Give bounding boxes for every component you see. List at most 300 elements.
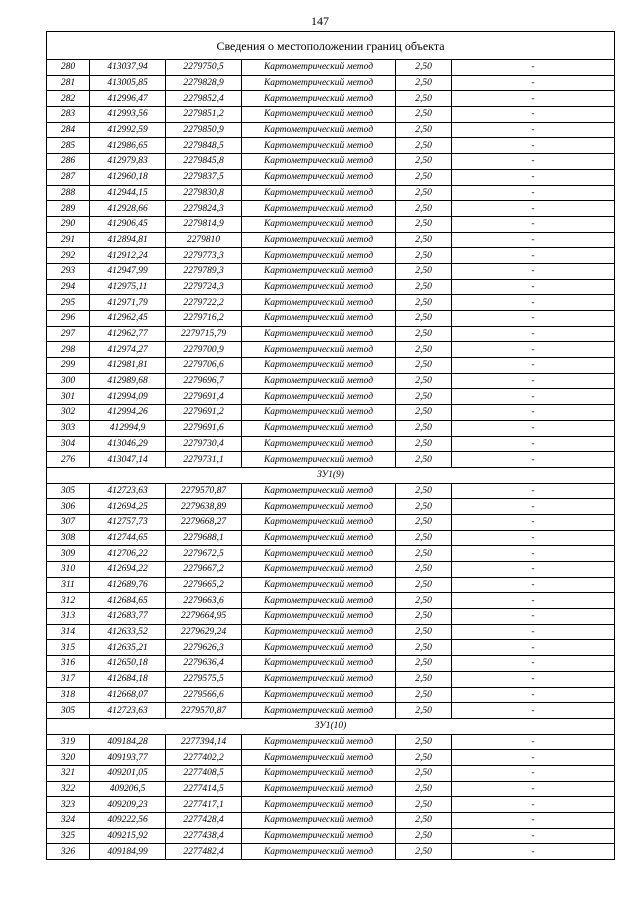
method-cell: Картометрический метод	[242, 577, 396, 593]
x-coordinate-cell: 409222,56	[90, 813, 166, 829]
method-cell: Картометрический метод	[242, 263, 396, 279]
accuracy-cell: 2,50	[396, 844, 452, 860]
table-row	[47, 750, 615, 766]
table-row	[47, 781, 615, 797]
y-coordinate-cell: 2279688,1	[166, 530, 242, 546]
method-cell: Картометрический метод	[242, 562, 396, 578]
accuracy-cell: 2,50	[396, 122, 452, 138]
x-coordinate-cell: 412694,25	[90, 499, 166, 515]
table-row	[47, 577, 615, 593]
point-number-cell: 293	[47, 263, 90, 279]
accuracy-cell: 2,50	[396, 765, 452, 781]
y-coordinate-cell: 2279668,27	[166, 514, 242, 530]
table-row	[47, 201, 615, 217]
table-row	[47, 609, 615, 625]
accuracy-cell: 2,50	[396, 514, 452, 530]
y-coordinate-cell: 2279664,95	[166, 609, 242, 625]
x-coordinate-cell: 409209,23	[90, 797, 166, 813]
y-coordinate-cell: 2279691,6	[166, 420, 242, 436]
x-coordinate-cell: 412684,65	[90, 593, 166, 609]
point-number-cell: 304	[47, 436, 90, 452]
method-cell: Картометрический метод	[242, 169, 396, 185]
table-row	[47, 797, 615, 813]
method-cell: Картометрический метод	[242, 671, 396, 687]
note-cell: -	[452, 122, 615, 138]
table-row	[47, 844, 615, 860]
y-coordinate-cell: 2279691,4	[166, 389, 242, 405]
method-cell: Картометрический метод	[242, 389, 396, 405]
note-cell: -	[452, 828, 615, 844]
x-coordinate-cell: 409206,5	[90, 781, 166, 797]
accuracy-cell: 2,50	[396, 263, 452, 279]
table-row	[47, 358, 615, 374]
table-row	[47, 640, 615, 656]
note-cell: -	[452, 169, 615, 185]
note-cell: -	[452, 201, 615, 217]
accuracy-cell: 2,50	[396, 358, 452, 374]
accuracy-cell: 2,50	[396, 797, 452, 813]
table-row	[47, 436, 615, 452]
x-coordinate-cell: 412757,73	[90, 514, 166, 530]
x-coordinate-cell: 412683,77	[90, 609, 166, 625]
x-coordinate-cell: 412650,18	[90, 656, 166, 672]
x-coordinate-cell: 412974,27	[90, 342, 166, 358]
note-cell: -	[452, 530, 615, 546]
x-coordinate-cell: 412996,47	[90, 91, 166, 107]
point-number-cell: 317	[47, 671, 90, 687]
note-cell: -	[452, 797, 615, 813]
point-number-cell: 318	[47, 687, 90, 703]
point-number-cell: 314	[47, 624, 90, 640]
accuracy-cell: 2,50	[396, 750, 452, 766]
method-cell: Картометрический метод	[242, 483, 396, 499]
method-cell: Картометрический метод	[242, 311, 396, 327]
table-row	[47, 232, 615, 248]
y-coordinate-cell: 2277408,5	[166, 765, 242, 781]
y-coordinate-cell: 2279773,3	[166, 248, 242, 264]
x-coordinate-cell: 412928,66	[90, 201, 166, 217]
point-number-cell: 281	[47, 75, 90, 91]
x-coordinate-cell: 412668,07	[90, 687, 166, 703]
accuracy-cell: 2,50	[396, 436, 452, 452]
y-coordinate-cell: 2279716,2	[166, 311, 242, 327]
table-header: Сведения о местоположении границ объекта	[47, 32, 615, 60]
accuracy-cell: 2,50	[396, 828, 452, 844]
point-number-cell: 315	[47, 640, 90, 656]
point-number-cell: 325	[47, 828, 90, 844]
note-cell: -	[452, 138, 615, 154]
accuracy-cell: 2,50	[396, 201, 452, 217]
x-coordinate-cell: 412944,15	[90, 185, 166, 201]
point-number-cell: 285	[47, 138, 90, 154]
point-number-cell: 288	[47, 185, 90, 201]
y-coordinate-cell: 2279715,79	[166, 326, 242, 342]
accuracy-cell: 2,50	[396, 609, 452, 625]
method-cell: Картометрический метод	[242, 342, 396, 358]
x-coordinate-cell: 412981,81	[90, 358, 166, 374]
note-cell: -	[452, 813, 615, 829]
accuracy-cell: 2,50	[396, 138, 452, 154]
method-cell: Картометрический метод	[242, 91, 396, 107]
note-cell: -	[452, 703, 615, 719]
y-coordinate-cell: 2279629,24	[166, 624, 242, 640]
x-coordinate-cell: 409215,92	[90, 828, 166, 844]
y-coordinate-cell: 2279730,4	[166, 436, 242, 452]
note-cell: -	[452, 609, 615, 625]
section-row	[47, 467, 615, 483]
point-number-cell: 319	[47, 734, 90, 750]
accuracy-cell: 2,50	[396, 671, 452, 687]
y-coordinate-cell: 2277414,5	[166, 781, 242, 797]
x-coordinate-cell: 412975,11	[90, 279, 166, 295]
note-cell: -	[452, 514, 615, 530]
y-coordinate-cell: 2279706,6	[166, 358, 242, 374]
note-cell: -	[452, 185, 615, 201]
note-cell: -	[452, 154, 615, 170]
accuracy-cell: 2,50	[396, 373, 452, 389]
y-coordinate-cell: 2279789,3	[166, 263, 242, 279]
method-cell: Картометрический метод	[242, 75, 396, 91]
table-row	[47, 185, 615, 201]
note-cell: -	[452, 750, 615, 766]
accuracy-cell: 2,50	[396, 546, 452, 562]
note-cell: -	[452, 546, 615, 562]
accuracy-cell: 2,50	[396, 311, 452, 327]
note-cell: -	[452, 216, 615, 232]
x-coordinate-cell: 412962,45	[90, 311, 166, 327]
method-cell: Картометрический метод	[242, 499, 396, 515]
point-number-cell: 283	[47, 107, 90, 123]
table-row	[47, 295, 615, 311]
accuracy-cell: 2,50	[396, 499, 452, 515]
accuracy-cell: 2,50	[396, 734, 452, 750]
note-cell: -	[452, 75, 615, 91]
table-row	[47, 60, 615, 76]
method-cell: Картометрический метод	[242, 765, 396, 781]
table-row	[47, 624, 615, 640]
x-coordinate-cell: 412971,79	[90, 295, 166, 311]
accuracy-cell: 2,50	[396, 279, 452, 295]
x-coordinate-cell: 412992,59	[90, 122, 166, 138]
y-coordinate-cell: 2279850,9	[166, 122, 242, 138]
method-cell: Картометрический метод	[242, 436, 396, 452]
y-coordinate-cell: 2279814,9	[166, 216, 242, 232]
y-coordinate-cell: 2279852,4	[166, 91, 242, 107]
x-coordinate-cell: 412994,26	[90, 405, 166, 421]
accuracy-cell: 2,50	[396, 295, 452, 311]
method-cell: Картометрический метод	[242, 593, 396, 609]
table-row	[47, 703, 615, 719]
x-coordinate-cell: 409201,05	[90, 765, 166, 781]
accuracy-cell: 2,50	[396, 216, 452, 232]
note-cell: -	[452, 577, 615, 593]
method-cell: Картометрический метод	[242, 452, 396, 468]
method-cell: Картометрический метод	[242, 609, 396, 625]
point-number-cell: 313	[47, 609, 90, 625]
x-coordinate-cell: 412906,45	[90, 216, 166, 232]
table-row	[47, 263, 615, 279]
x-coordinate-cell: 412989,68	[90, 373, 166, 389]
method-cell: Картометрический метод	[242, 373, 396, 389]
point-number-cell: 301	[47, 389, 90, 405]
note-cell: -	[452, 60, 615, 76]
point-number-cell: 299	[47, 358, 90, 374]
section-title: ЗУ1(10)	[47, 718, 615, 734]
x-coordinate-cell: 413047,14	[90, 452, 166, 468]
note-cell: -	[452, 279, 615, 295]
y-coordinate-cell: 2279570,87	[166, 483, 242, 499]
table-row	[47, 405, 615, 421]
method-cell: Картометрический метод	[242, 420, 396, 436]
accuracy-cell: 2,50	[396, 326, 452, 342]
x-coordinate-cell: 413005,85	[90, 75, 166, 91]
note-cell: -	[452, 593, 615, 609]
accuracy-cell: 2,50	[396, 420, 452, 436]
accuracy-cell: 2,50	[396, 656, 452, 672]
accuracy-cell: 2,50	[396, 405, 452, 421]
accuracy-cell: 2,50	[396, 577, 452, 593]
y-coordinate-cell: 2279750,5	[166, 60, 242, 76]
point-number-cell: 306	[47, 499, 90, 515]
accuracy-cell: 2,50	[396, 91, 452, 107]
x-coordinate-cell: 412894,81	[90, 232, 166, 248]
section-title: ЗУ1(9)	[47, 467, 615, 483]
note-cell: -	[452, 499, 615, 515]
table-row	[47, 452, 615, 468]
x-coordinate-cell: 412635,21	[90, 640, 166, 656]
y-coordinate-cell: 2277482,4	[166, 844, 242, 860]
note-cell: -	[452, 624, 615, 640]
table-row	[47, 122, 615, 138]
table-row	[47, 687, 615, 703]
method-cell: Картометрический метод	[242, 232, 396, 248]
x-coordinate-cell: 412912,24	[90, 248, 166, 264]
y-coordinate-cell: 2279731,1	[166, 452, 242, 468]
method-cell: Картометрический метод	[242, 656, 396, 672]
note-cell: -	[452, 671, 615, 687]
accuracy-cell: 2,50	[396, 248, 452, 264]
y-coordinate-cell: 2277438,4	[166, 828, 242, 844]
x-coordinate-cell: 412684,18	[90, 671, 166, 687]
x-coordinate-cell: 409184,99	[90, 844, 166, 860]
table-row	[47, 138, 615, 154]
note-cell: -	[452, 420, 615, 436]
note-cell: -	[452, 358, 615, 374]
method-cell: Картометрический метод	[242, 60, 396, 76]
note-cell: -	[452, 91, 615, 107]
method-cell: Картометрический метод	[242, 828, 396, 844]
accuracy-cell: 2,50	[396, 781, 452, 797]
note-cell: -	[452, 342, 615, 358]
method-cell: Картометрический метод	[242, 530, 396, 546]
point-number-cell: 297	[47, 326, 90, 342]
table-row	[47, 326, 615, 342]
accuracy-cell: 2,50	[396, 232, 452, 248]
point-number-cell: 324	[47, 813, 90, 829]
y-coordinate-cell: 2279724,3	[166, 279, 242, 295]
note-cell: -	[452, 389, 615, 405]
method-cell: Картометрический метод	[242, 734, 396, 750]
y-coordinate-cell: 2277428,4	[166, 813, 242, 829]
method-cell: Картометрический метод	[242, 295, 396, 311]
accuracy-cell: 2,50	[396, 154, 452, 170]
point-number-cell: 307	[47, 514, 90, 530]
accuracy-cell: 2,50	[396, 640, 452, 656]
point-number-cell: 295	[47, 295, 90, 311]
point-number-cell: 291	[47, 232, 90, 248]
point-number-cell: 282	[47, 91, 90, 107]
method-cell: Картометрический метод	[242, 122, 396, 138]
y-coordinate-cell: 2279575,5	[166, 671, 242, 687]
point-number-cell: 309	[47, 546, 90, 562]
table-row	[47, 279, 615, 295]
y-coordinate-cell: 2279696,7	[166, 373, 242, 389]
x-coordinate-cell: 412979,83	[90, 154, 166, 170]
point-number-cell: 312	[47, 593, 90, 609]
point-number-cell: 289	[47, 201, 90, 217]
method-cell: Картометрический метод	[242, 750, 396, 766]
table-row	[47, 216, 615, 232]
method-cell: Картометрический метод	[242, 138, 396, 154]
accuracy-cell: 2,50	[396, 75, 452, 91]
table-row	[47, 813, 615, 829]
note-cell: -	[452, 405, 615, 421]
x-coordinate-cell: 412694,22	[90, 562, 166, 578]
method-cell: Картометрический метод	[242, 201, 396, 217]
x-coordinate-cell: 409184,28	[90, 734, 166, 750]
table-row	[47, 373, 615, 389]
point-number-cell: 326	[47, 844, 90, 860]
section-row	[47, 718, 615, 734]
point-number-cell: 305	[47, 703, 90, 719]
method-cell: Картометрический метод	[242, 703, 396, 719]
table-row	[47, 593, 615, 609]
note-cell: -	[452, 248, 615, 264]
page-number: 147	[311, 14, 329, 28]
table-row	[47, 656, 615, 672]
y-coordinate-cell: 2279566,6	[166, 687, 242, 703]
accuracy-cell: 2,50	[396, 624, 452, 640]
point-number-cell: 300	[47, 373, 90, 389]
point-number-cell: 310	[47, 562, 90, 578]
table-row	[47, 734, 615, 750]
note-cell: -	[452, 326, 615, 342]
y-coordinate-cell: 2279570,87	[166, 703, 242, 719]
method-cell: Картометрический метод	[242, 216, 396, 232]
point-number-cell: 284	[47, 122, 90, 138]
y-coordinate-cell: 2279830,8	[166, 185, 242, 201]
table-row	[47, 389, 615, 405]
table-row	[47, 91, 615, 107]
table-row	[47, 169, 615, 185]
y-coordinate-cell: 2279663,6	[166, 593, 242, 609]
method-cell: Картометрический метод	[242, 546, 396, 562]
x-coordinate-cell: 412962,77	[90, 326, 166, 342]
note-cell: -	[452, 263, 615, 279]
note-cell: -	[452, 373, 615, 389]
y-coordinate-cell: 2277394,14	[166, 734, 242, 750]
point-number-cell: 276	[47, 452, 90, 468]
method-cell: Картометрический метод	[242, 687, 396, 703]
table-row	[47, 483, 615, 499]
table-row	[47, 499, 615, 515]
point-number-cell: 322	[47, 781, 90, 797]
accuracy-cell: 2,50	[396, 687, 452, 703]
note-cell: -	[452, 781, 615, 797]
y-coordinate-cell: 2277402,2	[166, 750, 242, 766]
point-number-cell: 302	[47, 405, 90, 421]
table-row	[47, 154, 615, 170]
accuracy-cell: 2,50	[396, 185, 452, 201]
y-coordinate-cell: 2279665,2	[166, 577, 242, 593]
method-cell: Картометрический метод	[242, 358, 396, 374]
accuracy-cell: 2,50	[396, 169, 452, 185]
note-cell: -	[452, 436, 615, 452]
table-row	[47, 342, 615, 358]
note-cell: -	[452, 765, 615, 781]
y-coordinate-cell: 2279626,3	[166, 640, 242, 656]
y-coordinate-cell: 2279700,9	[166, 342, 242, 358]
method-cell: Картометрический метод	[242, 640, 396, 656]
x-coordinate-cell: 412947,99	[90, 263, 166, 279]
note-cell: -	[452, 844, 615, 860]
method-cell: Картометрический метод	[242, 844, 396, 860]
note-cell: -	[452, 232, 615, 248]
table-row	[47, 828, 615, 844]
method-cell: Картометрический метод	[242, 326, 396, 342]
x-coordinate-cell: 412994,09	[90, 389, 166, 405]
accuracy-cell: 2,50	[396, 342, 452, 358]
x-coordinate-cell: 412960,18	[90, 169, 166, 185]
x-coordinate-cell: 413046,29	[90, 436, 166, 452]
x-coordinate-cell: 412994,9	[90, 420, 166, 436]
point-number-cell: 308	[47, 530, 90, 546]
note-cell: -	[452, 107, 615, 123]
note-cell: -	[452, 687, 615, 703]
table-row	[47, 75, 615, 91]
y-coordinate-cell: 2279667,2	[166, 562, 242, 578]
table-row	[47, 514, 615, 530]
method-cell: Картометрический метод	[242, 813, 396, 829]
accuracy-cell: 2,50	[396, 452, 452, 468]
point-number-cell: 320	[47, 750, 90, 766]
point-number-cell: 323	[47, 797, 90, 813]
method-cell: Картометрический метод	[242, 624, 396, 640]
point-number-cell: 287	[47, 169, 90, 185]
y-coordinate-cell: 2279828,9	[166, 75, 242, 91]
table-row	[47, 420, 615, 436]
y-coordinate-cell: 2279837,5	[166, 169, 242, 185]
method-cell: Картометрический метод	[242, 405, 396, 421]
note-cell: -	[452, 562, 615, 578]
y-coordinate-cell: 2279638,89	[166, 499, 242, 515]
point-number-cell: 311	[47, 577, 90, 593]
x-coordinate-cell: 413037,94	[90, 60, 166, 76]
note-cell: -	[452, 656, 615, 672]
y-coordinate-cell: 2277417,1	[166, 797, 242, 813]
note-cell: -	[452, 311, 615, 327]
y-coordinate-cell: 2279672,5	[166, 546, 242, 562]
note-cell: -	[452, 734, 615, 750]
x-coordinate-cell: 412706,22	[90, 546, 166, 562]
y-coordinate-cell: 2279636,4	[166, 656, 242, 672]
x-coordinate-cell: 412689,76	[90, 577, 166, 593]
table-row	[47, 562, 615, 578]
point-number-cell: 292	[47, 248, 90, 264]
y-coordinate-cell: 2279722,2	[166, 295, 242, 311]
point-number-cell: 321	[47, 765, 90, 781]
table-row	[47, 546, 615, 562]
